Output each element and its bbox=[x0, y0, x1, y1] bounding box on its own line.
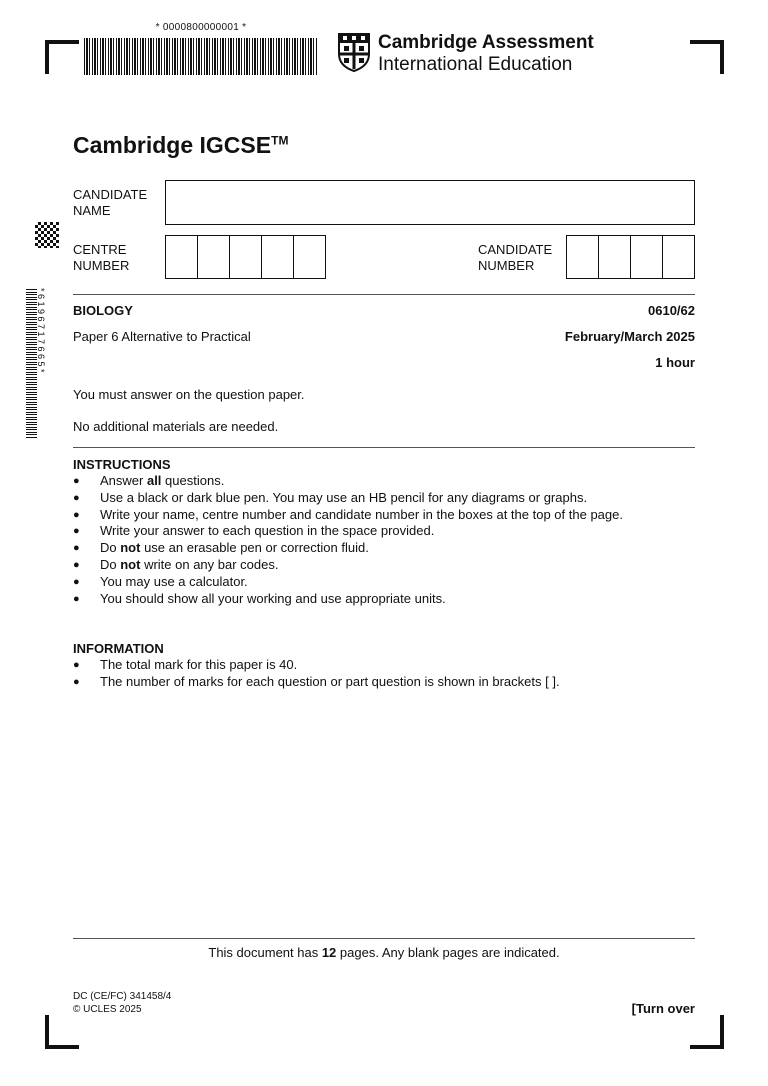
page-count-note bbox=[73, 945, 695, 960]
org-name-line2: International Education bbox=[378, 54, 573, 75]
candidate-number-field[interactable] bbox=[566, 235, 695, 279]
centre-number-label-line2: NUMBER bbox=[73, 258, 130, 273]
candidate-digit-box[interactable] bbox=[567, 236, 599, 278]
exam-session: February/March 2025 bbox=[564, 329, 695, 344]
answer-note: You must answer on the question paper. bbox=[73, 387, 305, 402]
item-text: use an erasable pen or correction fluid. bbox=[140, 540, 369, 556]
trademark: TM bbox=[271, 133, 289, 148]
item-text: Do bbox=[100, 556, 121, 572]
candidate-name-label-line2: NAME bbox=[73, 203, 111, 218]
candidate-name-label-line1: CANDIDATE bbox=[73, 187, 148, 202]
crest-icon bbox=[337, 32, 371, 72]
list-item: ● The number of marks for each question or part question is shown in brackets [ ]. bbox=[73, 674, 560, 691]
list-item: ● Use a black or dark blue pen. You may use an HB pencil for any diagrams or graphs. bbox=[73, 490, 623, 507]
instructions-list bbox=[73, 473, 623, 607]
subject: BIOLOGY bbox=[73, 303, 133, 318]
list-item bbox=[73, 473, 623, 490]
divider bbox=[73, 294, 695, 295]
document-reference: DC (CE/FC) 341458/4 bbox=[73, 991, 172, 1002]
crop-mark-top-right bbox=[690, 40, 724, 74]
item-emphasis: all bbox=[146, 473, 162, 488]
qr-code bbox=[35, 222, 59, 248]
barcode bbox=[84, 38, 318, 75]
item-emphasis: not bbox=[120, 556, 141, 572]
list-item bbox=[73, 540, 623, 557]
centre-number-field[interactable] bbox=[165, 235, 326, 279]
footer-divider bbox=[73, 938, 695, 939]
qualification-title bbox=[73, 132, 288, 159]
item-emphasis: not bbox=[120, 540, 141, 556]
information-list bbox=[73, 657, 560, 691]
list-item bbox=[73, 557, 623, 574]
list-item: ● You should show all your working and use appropriate units. bbox=[73, 591, 623, 608]
list-item: ● The total mark for this paper is 40. bbox=[73, 657, 560, 674]
item-text: questions. bbox=[161, 473, 225, 488]
crop-mark-bottom-right bbox=[690, 1015, 724, 1049]
item-text: Do bbox=[100, 540, 121, 556]
candidate-name-field[interactable] bbox=[165, 180, 695, 225]
duration: 1 hour bbox=[655, 355, 695, 370]
list-item: ● Write your name, centre number and candidate number in the boxes at the top of the page. bbox=[73, 507, 623, 524]
page-count: 12 bbox=[321, 945, 337, 960]
crop-mark-top-left bbox=[45, 40, 79, 74]
turn-over: [Turn over bbox=[631, 1001, 695, 1016]
materials-note: No additional materials are needed. bbox=[73, 419, 279, 434]
candidate-digit-box[interactable] bbox=[663, 236, 694, 278]
centre-number-label bbox=[73, 242, 129, 274]
barcode-number: * 0000800000001 * bbox=[155, 22, 247, 33]
candidate-number-label-line2: NUMBER bbox=[478, 258, 535, 273]
instructions-heading: INSTRUCTIONS bbox=[73, 457, 171, 472]
qualification-name: Cambridge IGCSE bbox=[73, 132, 272, 158]
page-count-text: This document has bbox=[208, 945, 322, 960]
centre-digit-box[interactable] bbox=[262, 236, 294, 278]
centre-digit-box[interactable] bbox=[198, 236, 230, 278]
item-text: Answer bbox=[100, 473, 147, 488]
candidate-number-label-line1: CANDIDATE bbox=[478, 242, 553, 257]
centre-digit-box[interactable] bbox=[166, 236, 198, 278]
list-item: ● Write your answer to each question in the space provided. bbox=[73, 523, 623, 540]
copyright: © UCLES 2025 bbox=[73, 1004, 142, 1015]
page-count-text: pages. Any blank pages are indicated. bbox=[336, 945, 560, 960]
crop-mark-bottom-left bbox=[45, 1015, 79, 1049]
centre-digit-box[interactable] bbox=[294, 236, 325, 278]
centre-digit-box[interactable] bbox=[230, 236, 262, 278]
item-text: write on any bar codes. bbox=[140, 556, 279, 572]
paper-code: 0610/62 bbox=[648, 303, 695, 318]
candidate-digit-box[interactable] bbox=[631, 236, 663, 278]
centre-number-label-line1: CENTRE bbox=[73, 242, 127, 257]
candidate-name-label bbox=[73, 187, 147, 219]
candidate-digit-box[interactable] bbox=[599, 236, 631, 278]
candidate-number-label bbox=[478, 242, 552, 274]
information-heading: INFORMATION bbox=[73, 641, 164, 656]
paper-title: Paper 6 Alternative to Practical bbox=[73, 329, 251, 344]
list-item: ● You may use a calculator. bbox=[73, 574, 623, 591]
side-barcode-number: * 6 1 9 6 7 1 7 6 6 5 * bbox=[36, 288, 46, 373]
org-name-line1: Cambridge Assessment bbox=[378, 32, 594, 53]
divider bbox=[73, 447, 695, 448]
